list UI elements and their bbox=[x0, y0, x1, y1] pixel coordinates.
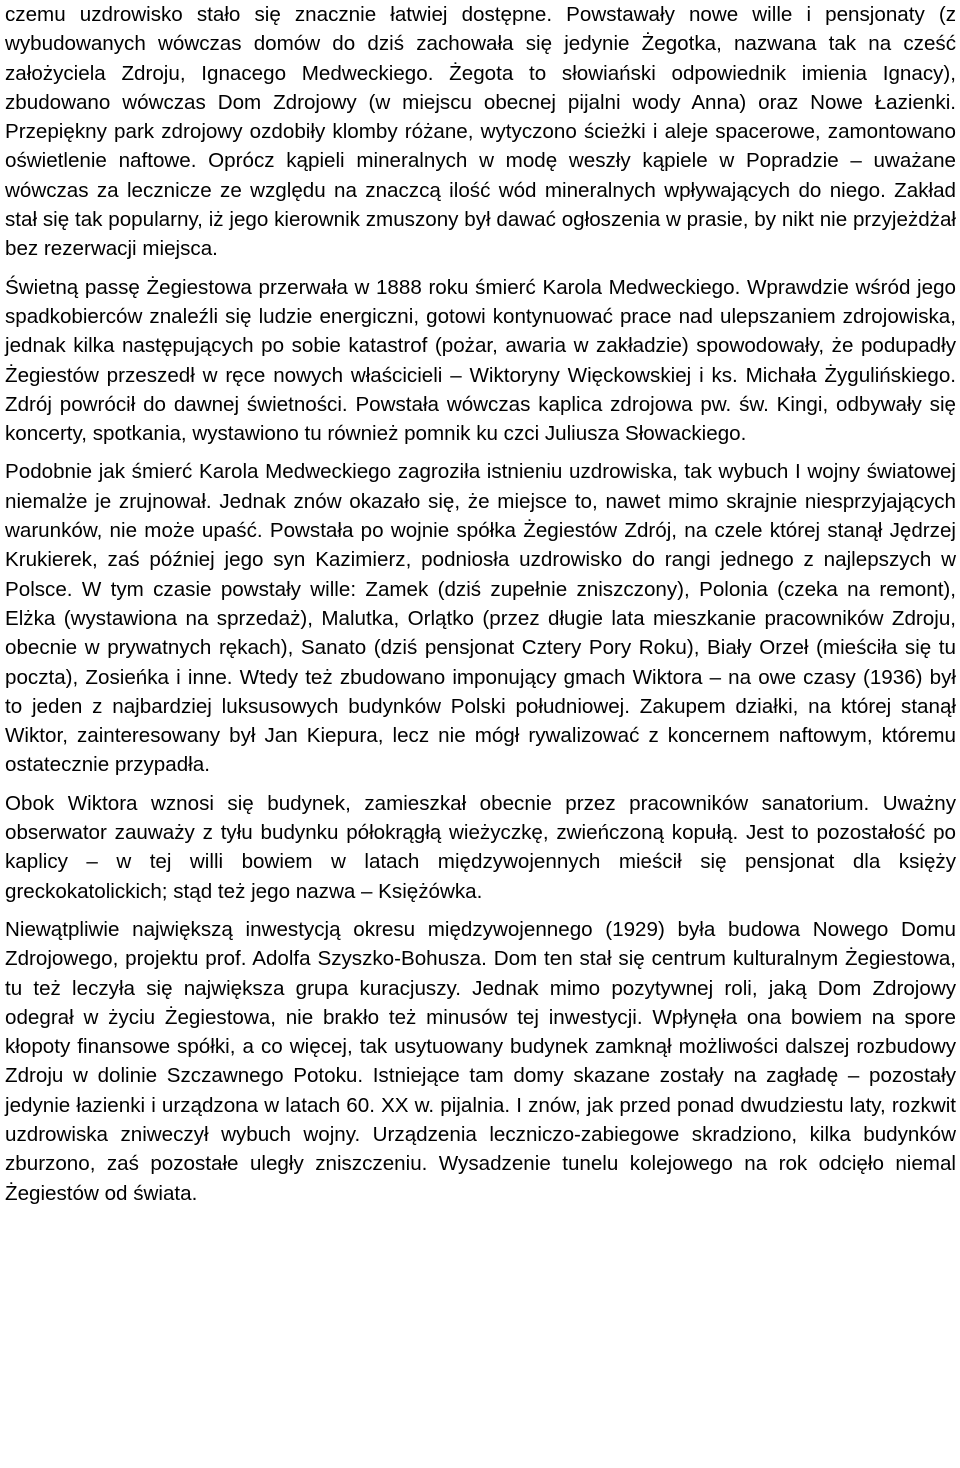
paragraph-4: Obok Wiktora wznosi się budynek, zamieszkał obecnie przez pracowników sanatorium. Uważny obserwator zauważy z tyłu budynku półokrągłą wieżyczkę, zwieńczoną kopułą. Jest to pozostałość po kaplicy – w tej willi bowiem w latach międzywojennych mieścił się pensjonat dla księży greckokatolickich; stąd też jego nazwa – Księżówka. bbox=[5, 791, 956, 903]
paragraph-2: Świetną passę Żegiestowa przerwała w 1888 roku śmierć Karola Medweckiego. Wprawdzie wśród jego spadkobierców znaleźli się ludzie energiczni, gotowi kontynuować prace nad ulepszaniem zdrojowiska, jednak kilka następujących po sobie katastrof (pożar, awaria w zakładzie) spowodowały, że podupadły Żegiestów przeszedł w ręce nowych właścicieli – Wiktoryny Więckowskiej i ks. Michała Żygulińskiego. Zdrój powrócił do dawnej świetności. Powstała wówczas kaplica zdrojowa pw. św. Kingi, odbywały się koncerty, spotkania, wystawiono tu również pomnik ku czci Juliusza Słowackiego. bbox=[5, 275, 956, 446]
document-page bbox=[5, 0, 956, 1208]
paragraph-1: czemu uzdrowisko stało się znacznie łatwiej dostępne. Powstawały nowe wille i pensjonaty (z wybudowanych wówczas domów do dziś zachowała się jedynie Żegotka, nazwana tak na cześć założyciela Zdroju, Ignacego Medweckiego. Żegota to słowiański odpowiednik imienia Ignacy), zbudowano wówczas Dom Zdrojowy (w miejscu obecnej pijalni wody Anna) oraz Nowe Łazienki. Przepiękny park zdrojowy ozdobiły klomby różane, wytyczono ścieżki i aleje spacerowe, zamontowano oświetlenie naftowe. Oprócz kąpieli mineralnych w modę weszły kąpiele w Popradzie – uważane wówczas za lecznicze ze względu na znaczcą ilość wód mineralnych wpływających do niego. Zakład stał się tak popularny, iż jego kierownik zmuszony był dawać ogłoszenia w prasie, by nikt nie przyjeżdżał bez rezerwacji miejsca. bbox=[5, 3, 956, 261]
paragraph-3: Podobnie jak śmierć Karola Medweckiego zagroziła istnieniu uzdrowiska, tak wybuch I wojny światowej niemalże je zrujnował. Jednak znów okazało się, że miejsce to, nawet mimo skrajnie niesprzyjających warunków, nie może upaść. Powstała po wojnie spółka Żegiestów Zdrój, na czele której stanął Jędrzej Krukierek, zaś później jego syn Kazimierz, podniosła uzdrowisko do rangi jednego z najlepszych w Polsce. W tym czasie powstały wille: Zamek (dziś zupełnie zniszczony), Polonia (czeka na remont), Elżka (wystawiona na sprzedaż), Malutka, Orlątko (przez długie lata mieszkanie pracowników Zdroju, obecnie w prywatnych rękach), Sanato (dziś pensjonat Cztery Pory Roku), Biały Orzeł (mieściła się tu poczta), Zosieńka i inne. Wtedy też zbudowano imponujący gmach Wiktora – na owe czasy (1936) był to jeden z najbardziej luksusowych budynków Polski południowej. Zakupem działki, na której stanął Wiktor, zainteresowany był Jan Kiepura, lecz nie mógł rywalizować z koncernem naftowym, któremu ostatecznie przypadła. bbox=[5, 460, 956, 777]
paragraph-5: Niewątpliwie największą inwestycją okresu międzywojennego (1929) była budowa Nowego Domu Zdrojowego, projektu prof. Adolfa Szyszko-Bohusza. Dom ten stał się centrum kulturalnym Żegiestowa, tu też leczyła się największa grupa kuracjuszy. Jednak mimo pozytywnej roli, jaką Dom Zdrojowy odegrał w życiu Żegiestowa, nie brakło też minusów tej inwestycji. Wpłynęła ona bowiem na spore kłopoty finansowe spółki, a co więcej, tak usytuowany budynek zamknął możliwości dalszej rozbudowy Zdroju w dolinie Szczawnego Potoku. Istniejące tam domy skazane zostały na zagładę – pozostały jedynie łazienki i urządzona w latach 60. XX w. pijalnia. I znów, jak przed ponad dwudziestu laty, rozkwit uzdrowiska zniweczył wybuch wojny. Urządzenia leczniczo-zabiegowe skradziono, kilka budynków zburzono, zaś pozostałe uległy zniszczeniu. Wysadzenie tunelu kolejowego na rok odcięło niemal Żegiestów od świata. bbox=[5, 917, 956, 1205]
